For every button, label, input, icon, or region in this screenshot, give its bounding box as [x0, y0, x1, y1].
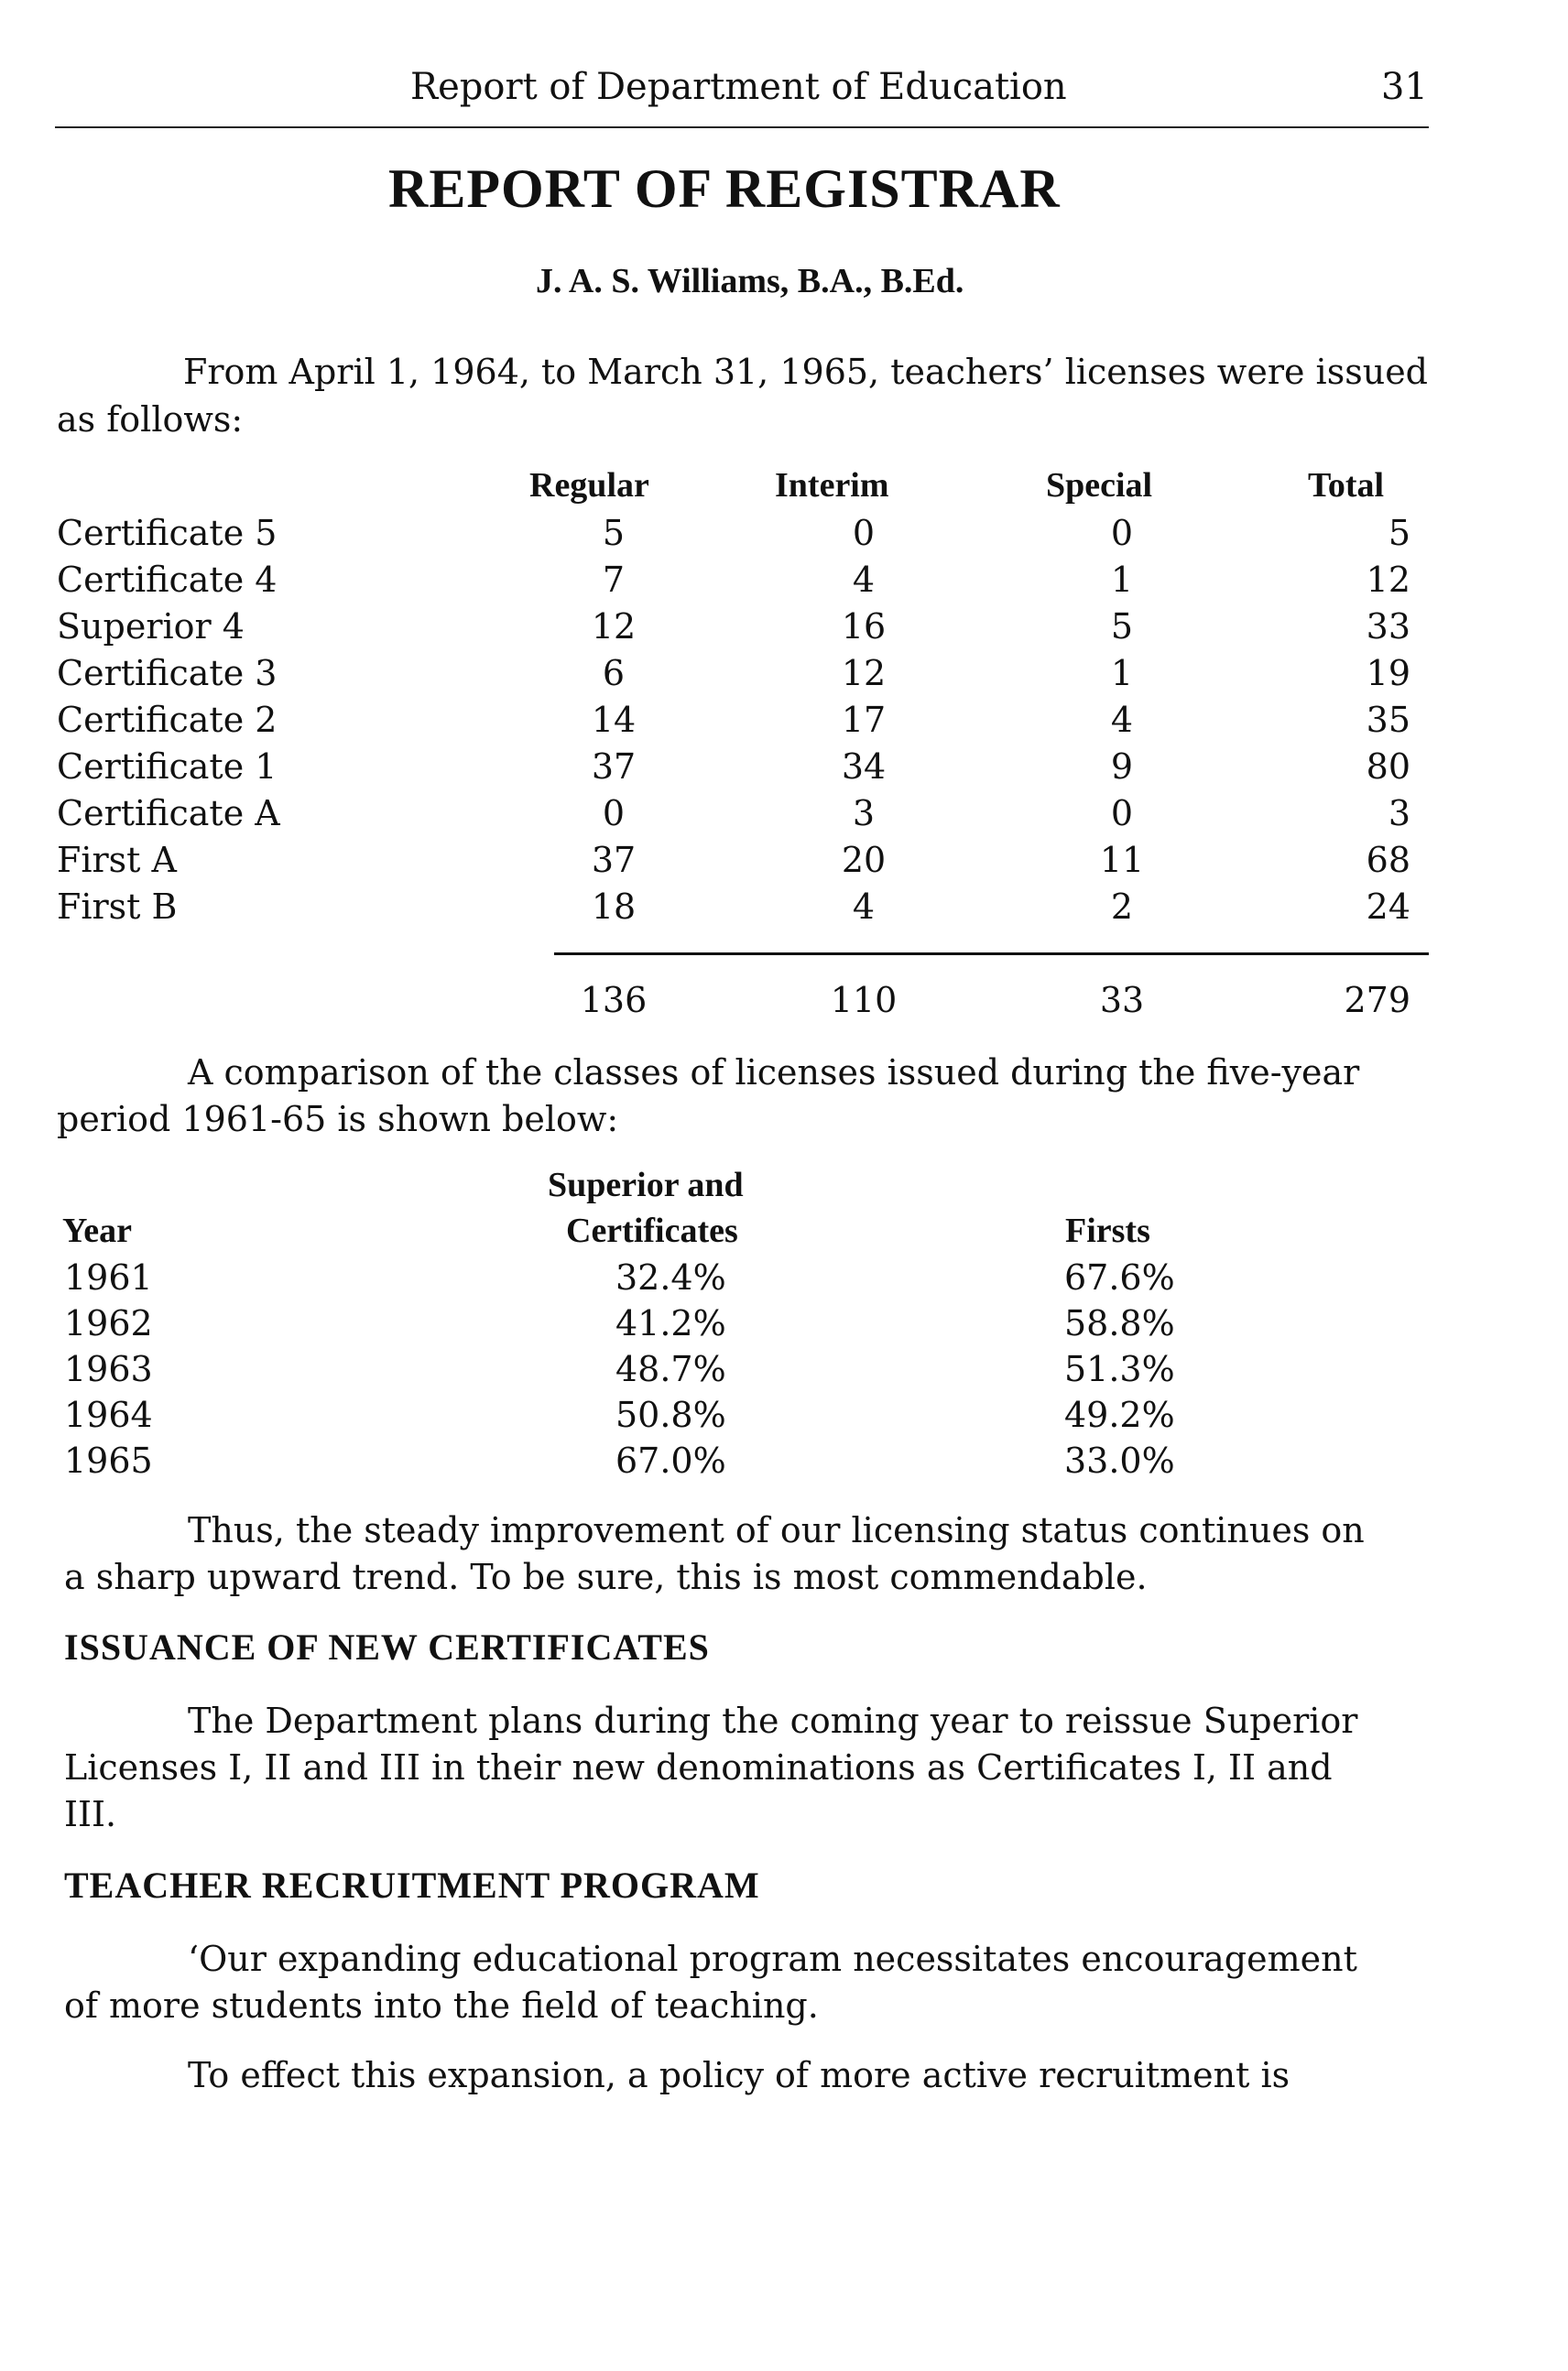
cell-interim: 3	[852, 793, 876, 833]
col-header-interim: Interim	[775, 466, 889, 505]
intro-line-1: From April 1, 1964, to March 31, 1965, teachers’ licenses were issued	[183, 352, 1429, 392]
section-heading-recruitment: TEACHER RECRUITMENT PROGRAM	[64, 1865, 760, 1906]
row-label: Certificate A	[57, 793, 280, 833]
cell-regular: 0	[602, 793, 626, 833]
cell-total: 19	[1366, 653, 1410, 693]
row-label: Certificate 4	[57, 560, 278, 600]
cell-special: 9	[1110, 746, 1134, 787]
cell-interim: 34	[841, 746, 887, 787]
author-line: J. A. S. Williams, B.A., B.Ed.	[536, 262, 964, 300]
cell-regular: 14	[591, 700, 637, 740]
report-title: REPORT OF REGISTRAR	[388, 158, 1061, 219]
cell-interim: 17	[841, 700, 887, 740]
firsts-cell: 33.0%	[1064, 1441, 1175, 1481]
cell-total: 68	[1366, 840, 1410, 880]
header-rule	[55, 126, 1429, 128]
superior-cell: 50.8%	[615, 1395, 726, 1435]
comparison-intro-line-2: period 1961-65 is shown below:	[57, 1099, 619, 1139]
intro-line-2: as follows:	[57, 399, 244, 440]
section1-line-3: III.	[64, 1794, 117, 1834]
cell-total: 3	[1388, 793, 1410, 833]
year-cell: 1962	[64, 1303, 153, 1343]
col-header-total: Total	[1308, 466, 1385, 505]
totals-rule	[554, 952, 1429, 955]
cell-regular: 7	[602, 560, 626, 600]
cell-regular: 37	[591, 840, 637, 880]
row-label: Certificate 3	[57, 653, 278, 693]
cell-special: 0	[1110, 513, 1134, 553]
cell-regular: 12	[591, 606, 637, 647]
cell-special: 1	[1110, 560, 1134, 600]
firsts-cell: 58.8%	[1064, 1303, 1175, 1343]
year-cell: 1965	[64, 1441, 153, 1481]
cell-regular: 37	[591, 746, 637, 787]
thus-line-1: Thus, the steady improvement of our licensing status continues on	[188, 1510, 1365, 1550]
cell-total: 35	[1366, 700, 1410, 740]
row-label: First A	[57, 840, 177, 880]
cell-regular: 18	[591, 886, 637, 927]
cell-special: 1	[1110, 653, 1134, 693]
year-cell: 1964	[64, 1395, 153, 1435]
col-header-firsts: Firsts	[1065, 1212, 1150, 1250]
cell-interim: 20	[841, 840, 887, 880]
cell-interim: 4	[852, 886, 876, 927]
section2-para1-line-2: of more students into the field of teaching.	[64, 1985, 819, 2026]
cell-special: 4	[1110, 700, 1134, 740]
comparison-intro-line-1: A comparison of the classes of licenses issued during the five-year	[188, 1052, 1360, 1093]
thus-line-2: a sharp upward trend. To be sure, this is most commendable.	[64, 1557, 1148, 1597]
running-head-title: Report of Department of Education	[410, 66, 1067, 108]
cell-total: 12	[1366, 560, 1410, 600]
section-heading-new-certificates: ISSUANCE OF NEW CERTIFICATES	[64, 1626, 710, 1668]
section1-line-2: Licenses I, II and III in their new denominations as Certificates I, II and	[64, 1747, 1333, 1788]
total-regular: 136	[580, 980, 648, 1020]
cell-regular: 5	[602, 513, 626, 553]
col-header-regular: Regular	[529, 466, 649, 505]
section2-para2-line-1: To effect this expansion, a policy of more active recruitment is	[188, 2055, 1290, 2095]
cell-total: 24	[1366, 886, 1410, 927]
firsts-cell: 51.3%	[1064, 1349, 1175, 1389]
section2-para1-line-1: ‘Our expanding educational program necessitates encouragement	[188, 1939, 1357, 1979]
cell-special: 5	[1110, 606, 1134, 647]
total-grand: 279	[1344, 980, 1410, 1020]
cell-total: 33	[1366, 606, 1410, 647]
cell-special: 11	[1099, 840, 1145, 880]
col-header-superior-line-2: Certificates	[566, 1212, 738, 1250]
row-label: Certificate 2	[57, 700, 278, 740]
cell-total: 5	[1388, 513, 1410, 553]
col-header-special: Special	[1046, 466, 1153, 505]
cell-interim: 16	[841, 606, 887, 647]
total-interim: 110	[830, 980, 898, 1020]
superior-cell: 32.4%	[615, 1257, 726, 1298]
page-number: 31	[1381, 66, 1428, 108]
col-header-superior-line-1: Superior and	[548, 1166, 744, 1204]
cell-regular: 6	[602, 653, 626, 693]
row-label: Certificate 5	[57, 513, 278, 553]
cell-special: 0	[1110, 793, 1134, 833]
row-label: Certificate 1	[57, 746, 278, 787]
section1-line-1: The Department plans during the coming year to reissue Superior	[188, 1701, 1358, 1741]
total-special: 33	[1099, 980, 1145, 1020]
cell-interim: 4	[852, 560, 876, 600]
firsts-cell: 67.6%	[1064, 1257, 1175, 1298]
superior-cell: 48.7%	[615, 1349, 726, 1389]
cell-interim: 0	[852, 513, 876, 553]
superior-cell: 41.2%	[615, 1303, 726, 1343]
year-cell: 1963	[64, 1349, 153, 1389]
row-label: Superior 4	[57, 606, 245, 647]
year-cell: 1961	[64, 1257, 153, 1298]
cell-special: 2	[1110, 886, 1134, 927]
row-label: First B	[57, 886, 178, 927]
superior-cell: 67.0%	[615, 1441, 726, 1481]
cell-interim: 12	[841, 653, 887, 693]
cell-total: 80	[1366, 746, 1410, 787]
col-header-year: Year	[62, 1212, 132, 1250]
firsts-cell: 49.2%	[1064, 1395, 1175, 1435]
